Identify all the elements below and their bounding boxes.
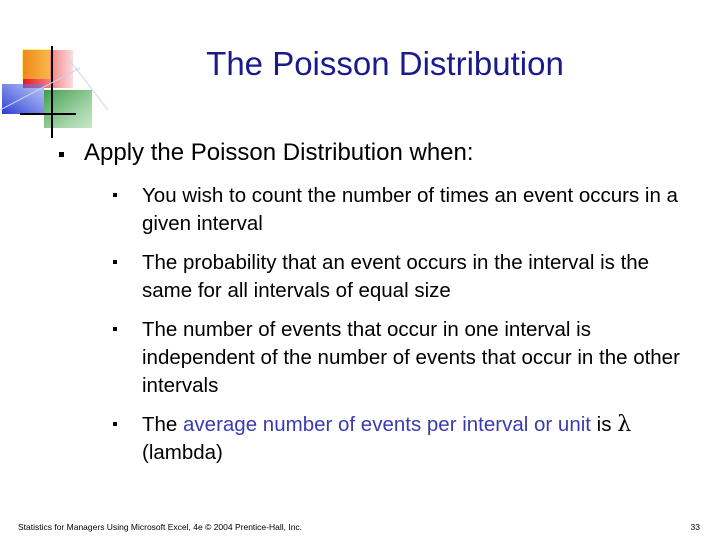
main-bullet-item — [58, 138, 698, 467]
color-blocks-logo-icon — [0, 40, 110, 140]
sub-bullet-text: The probability that an event occurs in the interval is the same for all intervals of equal size — [142, 251, 650, 302]
sub-bullet-text-suffix: is — [590, 413, 618, 436]
main-bullet-text: Apply the Poisson Distribution when: — [84, 139, 474, 166]
bullet-square-icon — [59, 152, 64, 157]
sub-bullet-text-prefix: The — [142, 413, 184, 436]
page-number: 33 — [690, 522, 700, 532]
sub-bullet-item — [112, 182, 698, 238]
bullet-square-icon — [113, 193, 117, 197]
bullet-square-icon — [113, 422, 117, 426]
sub-bullet-item — [112, 316, 698, 400]
bullet-list — [58, 138, 698, 478]
sub-bullet-item — [112, 411, 698, 467]
highlighted-term: average number of events per interval or unit — [183, 413, 591, 436]
sub-bullet-text: You wish to count the number of times an event occurs in a given interval — [142, 184, 678, 235]
sub-bullet-item — [112, 249, 698, 305]
bullet-square-icon — [113, 327, 117, 331]
bullet-square-icon — [113, 260, 117, 264]
lambda-symbol: λ — [617, 412, 632, 437]
sub-bullet-list — [84, 182, 698, 467]
slide-title: The Poisson Distribution — [206, 45, 564, 82]
sub-bullet-text: The number of events that occur in one interval is independent of the number of events that occur in the other intervals — [142, 318, 680, 397]
lambda-name: (lambda) — [142, 441, 223, 464]
footer-text: Statistics for Managers Using Microsoft Excel, 4e © 2004 Prentice-Hall, Inc. — [18, 522, 303, 532]
